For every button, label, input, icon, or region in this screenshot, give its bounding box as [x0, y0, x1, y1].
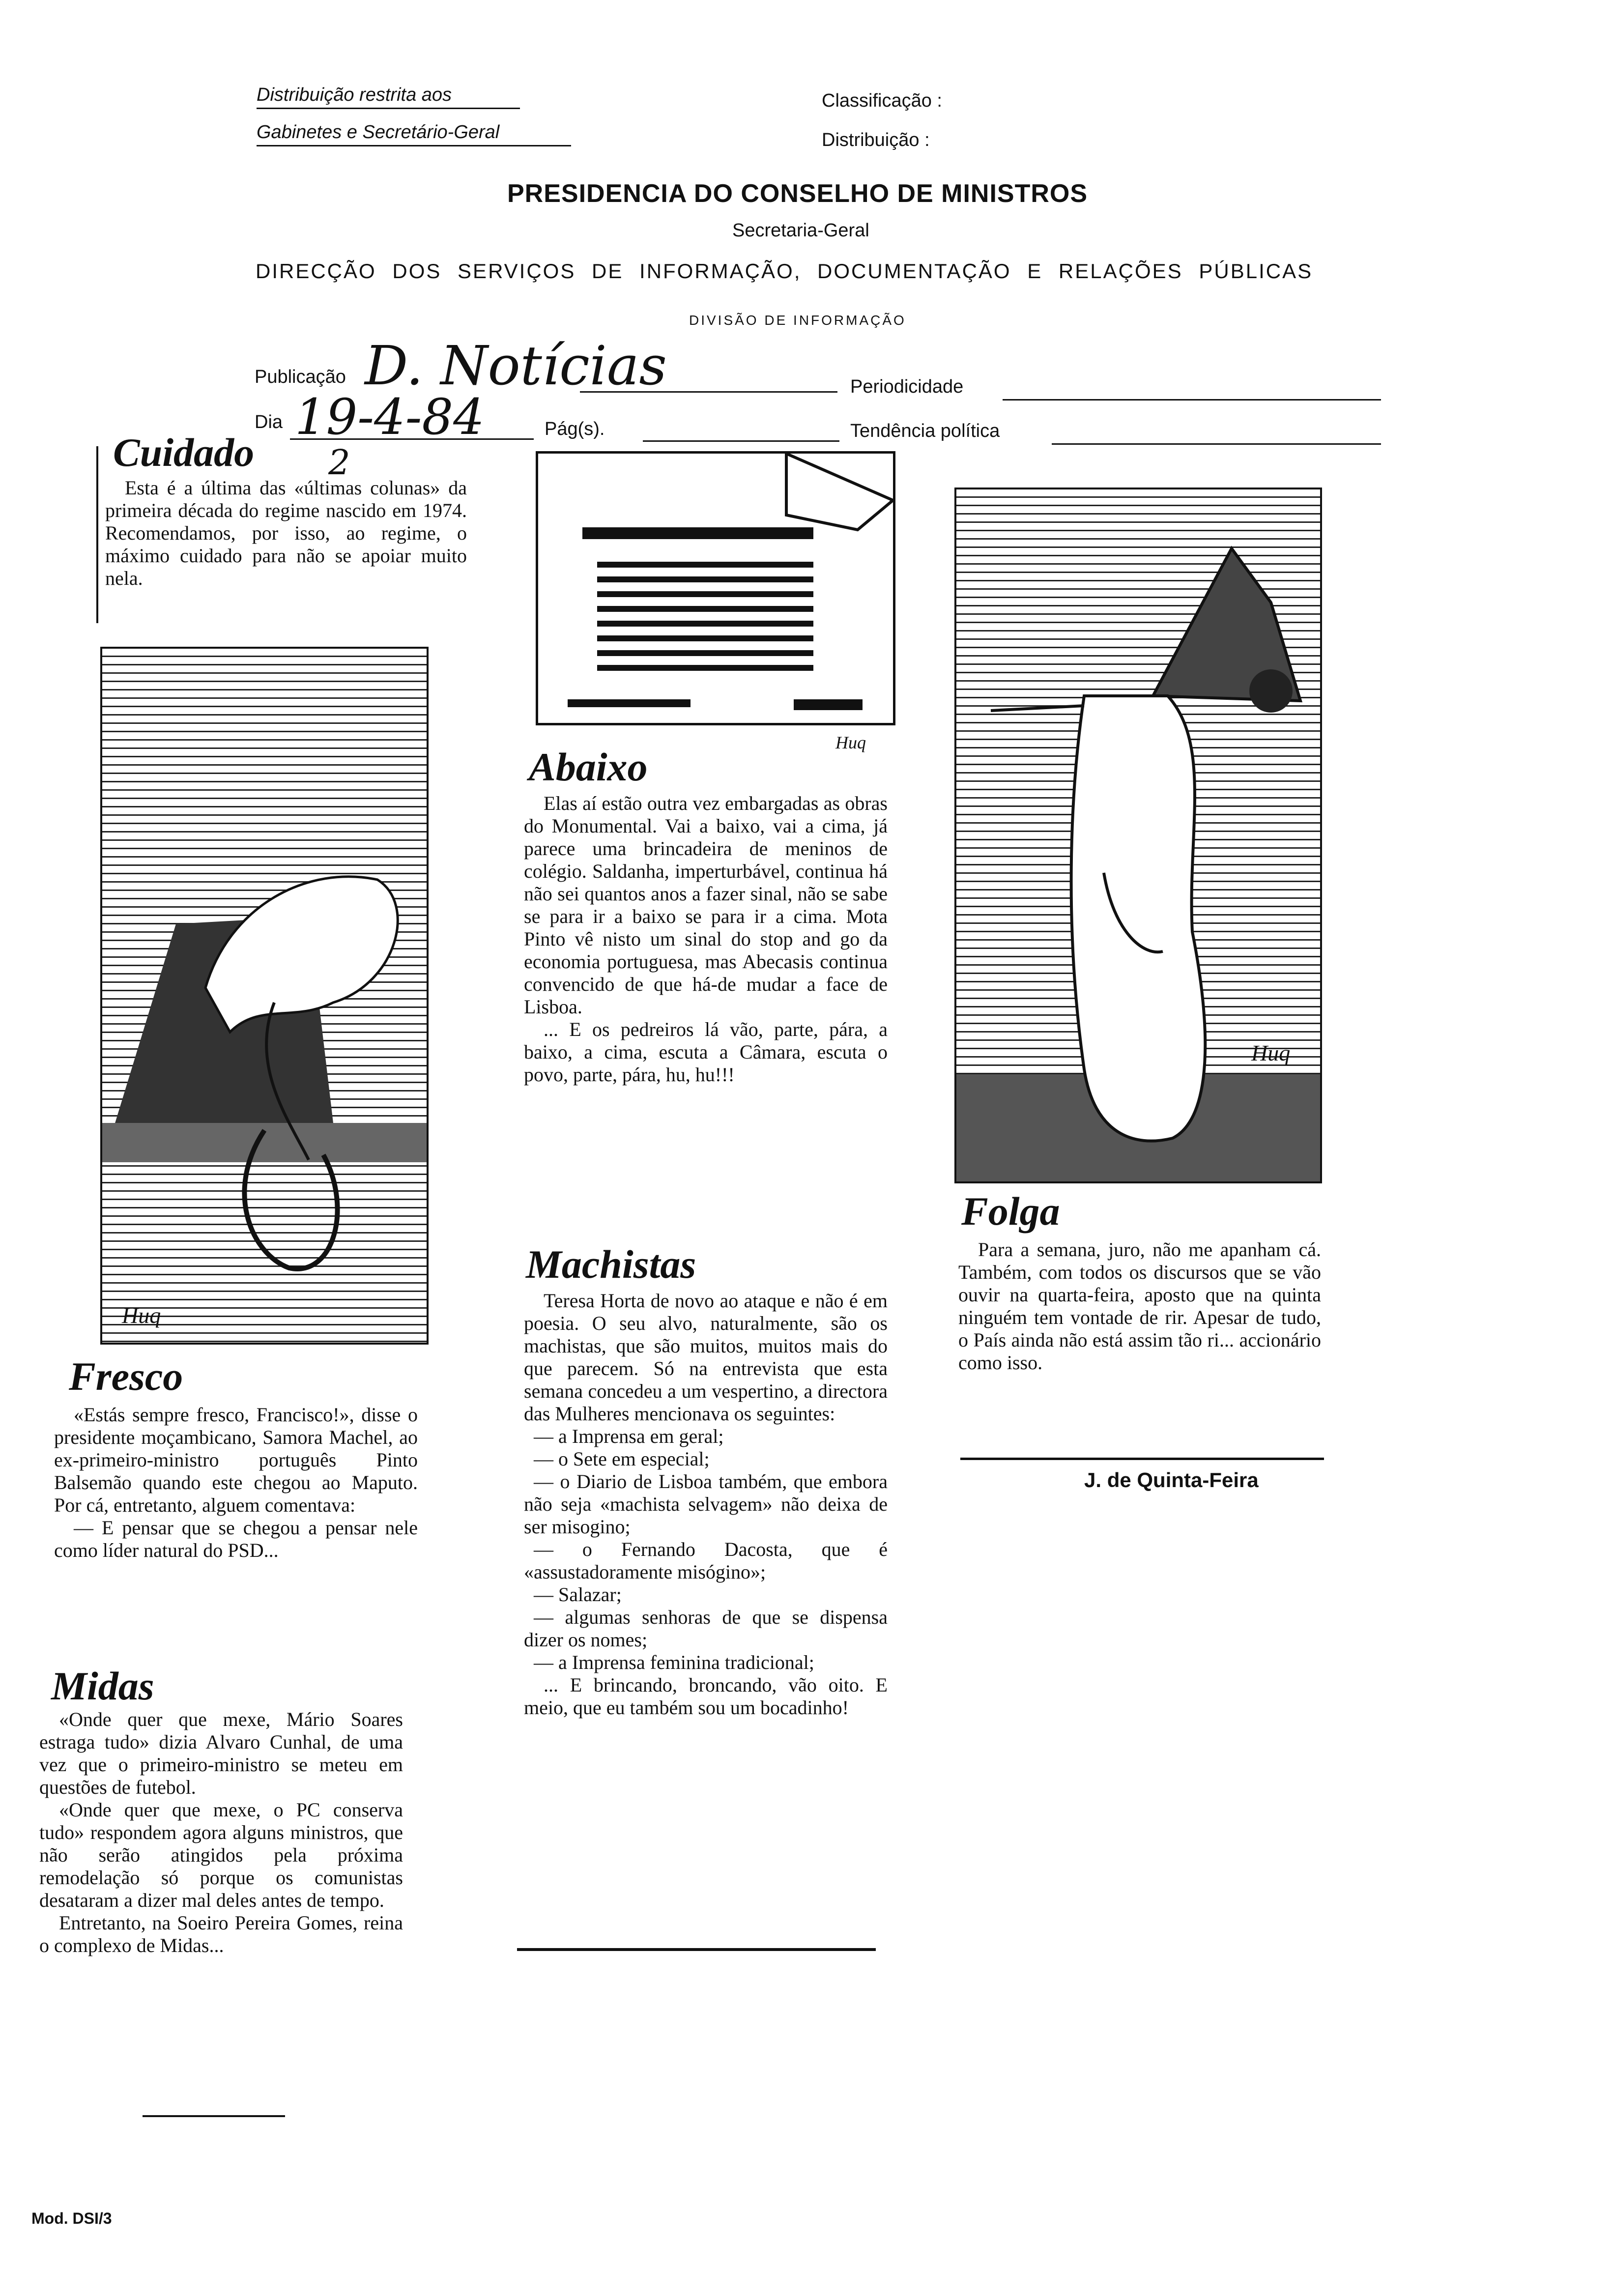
paragraph: Esta é a última das «últimas colunas» da primeira década do regime nascido em 1974. Recomendamos, por isso, ao regime, o máximo cuidado para não se apoiar muito nela.: [105, 477, 467, 589]
tendency-label: Tendência política: [850, 421, 1000, 441]
list-item: — algumas senhoras de que se dispensa dizer os nomes;: [524, 1606, 888, 1651]
ministry-title: PRESIDENCIA DO CONSELHO DE MINISTROS: [507, 179, 1088, 208]
list-item: — a Imprensa em geral;: [534, 1425, 724, 1447]
end-rule: [517, 1948, 876, 1951]
article-title-machistas: Machistas: [526, 1242, 696, 1287]
paragraph: Elas aí estão outra vez embargadas as obras do Monumental. Vai a baixo, vai a cima, já parece uma brincadeira de meninos de colégio. Saldanha, imperturbável, continua há não sei quantos anos a fazer sinal, não se sabe se para ir a baixo se para ir a cima. Mota Pinto vê nisto um sinal do stop and go da economia portuguesa, mas Abecasis continua convencido de que há-de mudar a face de Lisboa.: [524, 792, 888, 1018]
pages-line: [643, 440, 839, 442]
article-body-folga: [958, 1238, 1321, 1374]
cartoon-signature: Huq: [122, 1303, 161, 1328]
day-value: 19-4-84: [295, 388, 485, 446]
paragraph: ... E brincando, broncando, vão oito. E meio, que eu também sou um bocadinho!: [524, 1674, 888, 1719]
cartoon-figure-drawing: [956, 489, 1320, 1181]
secretariat: Secretaria-Geral: [732, 220, 869, 241]
article-body-cuidado: [105, 477, 467, 590]
tendency-line: [1052, 443, 1381, 445]
form-code: Mod. DSI/3: [31, 2210, 112, 2227]
paragraph: Para a semana, juro, não me apanham cá. Também, com todos os discursos que se vão ouvir na quarta-feira, aposto que na quinta ninguém tem vontade de rir. Apesar de tudo, o País ainda não está assim tão ri... accionário como isso.: [958, 1238, 1321, 1374]
day-line: [290, 438, 534, 440]
illustration-signature: Huq: [835, 733, 866, 752]
article-body-abaixo: [524, 792, 888, 1086]
paragraph: Entretanto, na Soeiro Pereira Gomes, reina o complexo de Midas...: [39, 1912, 403, 1956]
paragraph: Teresa Horta de novo ao ataque e não é em poesia. O seu alvo, naturalmente, são os machistas, que são muitos, muitos mais do que parecem. Só na entrevista que esta semana concedeu a um vespertino, a directora das Mulheres mencionava os seguintes:: [524, 1290, 888, 1425]
cartoon-drawing: [102, 649, 427, 1343]
restricted-line-2: Gabinetes e Secretário-Geral: [257, 122, 571, 146]
distribution-label: Distribuição :: [822, 130, 930, 150]
publication-label: Publicação: [255, 367, 346, 387]
classification-label: Classificação :: [822, 90, 942, 111]
page-mark: 2: [328, 442, 350, 483]
restricted-line-1: Distribuição restrita aos: [257, 85, 520, 109]
author-rule: [960, 1458, 1324, 1460]
directorate: DIRECÇÃO DOS SERVIÇOS DE INFORMAÇÃO, DOCUMENTAÇÃO E RELAÇÕES PÚBLICAS: [256, 259, 1313, 283]
article-title-midas: Midas: [51, 1664, 154, 1708]
list-item: — a Imprensa feminina tradicional;: [534, 1651, 814, 1673]
division: DIVISÃO DE INFORMAÇÃO: [689, 313, 906, 328]
article-title-fresco: Fresco: [69, 1354, 183, 1399]
pages-label: Pág(s).: [545, 419, 605, 439]
end-rule: [143, 2115, 285, 2117]
periodicity-label: Periodicidade: [850, 376, 964, 397]
paragraph: «Estás sempre fresco, Francisco!», disse o presidente moçambicano, Samora Machel, ao ex-primeiro-ministro português Pinto Balsemão quando este chegou ao Maputo. Por cá, entretanto, alguem comentava:: [54, 1404, 418, 1516]
publication-line: [580, 391, 837, 393]
column-rule: [96, 446, 98, 623]
author-signature: J. de Quinta-Feira: [1084, 1468, 1259, 1492]
document-illustration: [536, 451, 895, 725]
list-item: — o Diario de Lisboa também, que embora não seja «machista selvagem» não deixa de ser misogino;: [524, 1470, 888, 1538]
document-drawing: [538, 454, 893, 723]
publication-value: D. Notícias: [365, 334, 667, 397]
paragraph: ... E os pedreiros lá vão, parte, pára, a baixo, a cima, escuta a Câmara, escuta o povo, parte, pára, hu, hu!!!: [524, 1018, 888, 1086]
article-body-machistas: [524, 1290, 888, 1719]
day-label: Dia: [255, 412, 283, 432]
paragraph: «Onde quer que mexe, Mário Soares estraga tudo» dizia Alvaro Cunhal, de uma vez que o primeiro-ministro se meteu em questões de futebol.: [39, 1708, 403, 1798]
periodicity-line: [1003, 399, 1381, 401]
cartoon-figure: [954, 488, 1322, 1183]
cartoon-lamp-flower: [100, 647, 429, 1345]
paragraph: — E pensar que se chegou a pensar nele como líder natural do PSD...: [54, 1517, 418, 1561]
machistas-list: [524, 1425, 888, 1674]
list-item: — o Sete em especial;: [534, 1448, 710, 1470]
article-title-folga: Folga: [961, 1189, 1060, 1234]
cartoon-signature: Huq: [1251, 1040, 1291, 1065]
article-body-fresco: [54, 1404, 418, 1562]
paragraph: «Onde quer que mexe, o PC conserva tudo» respondem agora alguns ministros, que não serão atingidos pela próxima remodelação só porque os comunistas desataram a dizer mal deles antes de tempo.: [39, 1799, 403, 1911]
article-body-midas: [39, 1708, 403, 1957]
article-title-cuidado: Cuidado: [113, 430, 255, 475]
list-item: — Salazar;: [534, 1583, 622, 1606]
article-title-abaixo: Abaixo: [529, 745, 648, 789]
list-item: — o Fernando Dacosta, que é «assustadoramente misógino»;: [524, 1538, 888, 1583]
